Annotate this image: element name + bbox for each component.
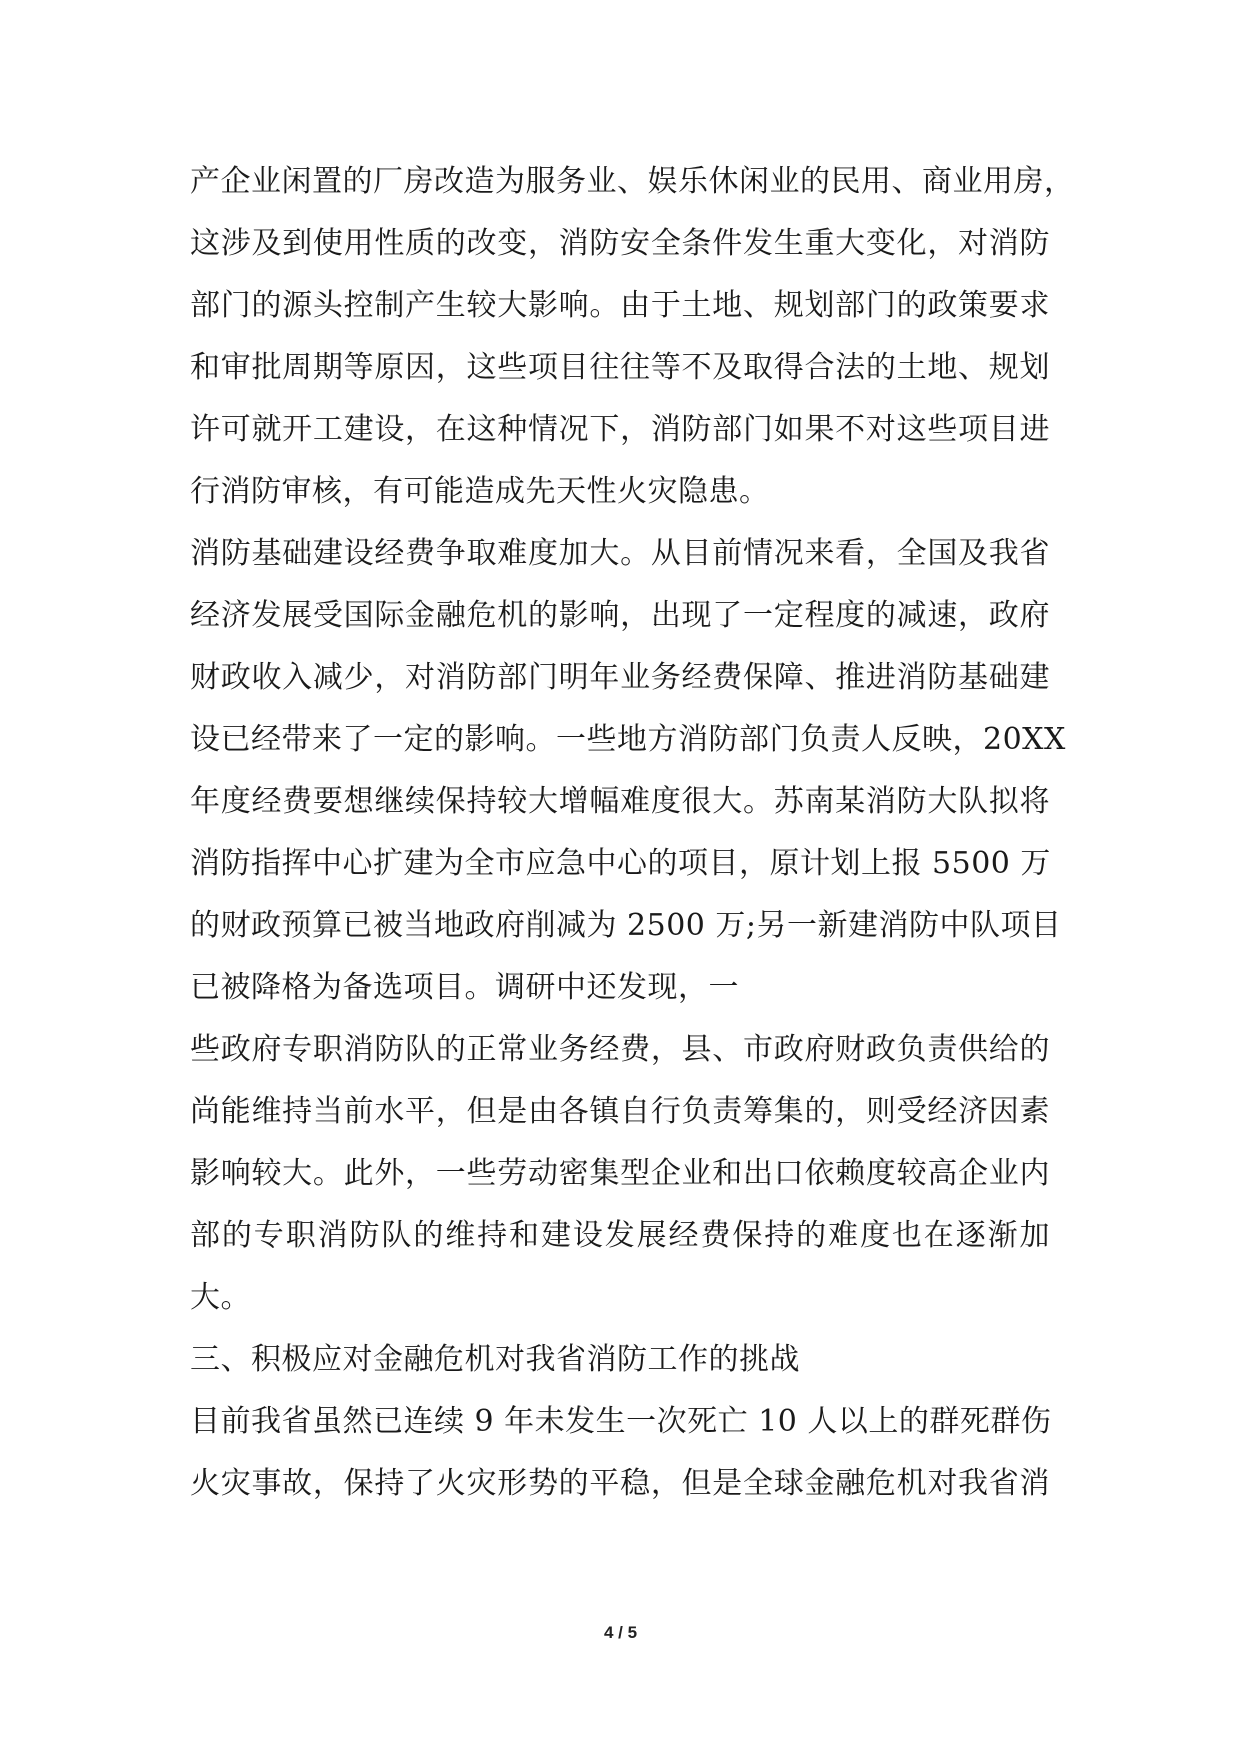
text-line: 已被降格为备选项目。调研中还发现，一: [190, 970, 739, 1005]
page-number: 4 / 5: [603, 1623, 638, 1642]
text-line: 尚能维持当前水平，但是由各镇自行负责筹集的，则受经济因素: [190, 1094, 1050, 1129]
text-line: 部门的源头控制产生较大影响。由于土地、规划部门的政策要求: [190, 288, 1050, 323]
text-line: 消防指挥中心扩建为全市应急中心的项目，原计划上报 5500 万: [190, 846, 1051, 881]
text-line: 大。: [190, 1280, 251, 1315]
text-line: 些政府专职消防队的正常业务经费，县、市政府财政负责供给的: [190, 1032, 1050, 1067]
text-line: 财政收入减少，对消防部门明年业务经费保障、推进消防基础建: [190, 660, 1050, 695]
text-line: 的财政预算已被当地政府削减为 2500 万;另一新建消防中队项目: [190, 908, 1062, 943]
text-line: 产企业闲置的厂房改造为服务业、娱乐休闲业的民用、商业用房，: [190, 164, 1075, 199]
text-line: 许可就开工建设，在这种情况下，消防部门如果不对这些项目进: [190, 412, 1050, 447]
text-line: 年度经费要想继续保持较大增幅难度很大。苏南某消防大队拟将: [190, 784, 1050, 819]
text-line: 火灾事故，保持了火灾形势的平稳，但是全球金融危机对我省消: [190, 1466, 1050, 1501]
text-line: 经济发展受国际金融危机的影响，出现了一定程度的减速，政府: [190, 598, 1050, 633]
text-line: 部的专职消防队的维持和建设发展经费保持的难度也在逐渐加: [190, 1218, 1050, 1253]
section-heading: 三、积极应对金融危机对我省消防工作的挑战: [190, 1342, 800, 1377]
text-line: 影响较大。此外，一些劳动密集型企业和出口依赖度较高企业内: [190, 1156, 1050, 1191]
text-line: 目前我省虽然已连续 9 年未发生一次死亡 10 人以上的群死群伤: [190, 1404, 1052, 1439]
text-line: 和审批周期等原因，这些项目往往等不及取得合法的土地、规划: [190, 350, 1050, 385]
text-line: 消防基础建设经费争取难度加大。从目前情况来看，全国及我省: [190, 536, 1050, 571]
text-line: 这涉及到使用性质的改变，消防安全条件发生重大变化，对消防: [190, 226, 1050, 261]
text-line: 设已经带来了一定的影响。一些地方消防部门负责人反映，20XX: [190, 722, 1066, 757]
text-line: 行消防审核，有可能造成先天性火灾隐患。: [190, 474, 770, 509]
